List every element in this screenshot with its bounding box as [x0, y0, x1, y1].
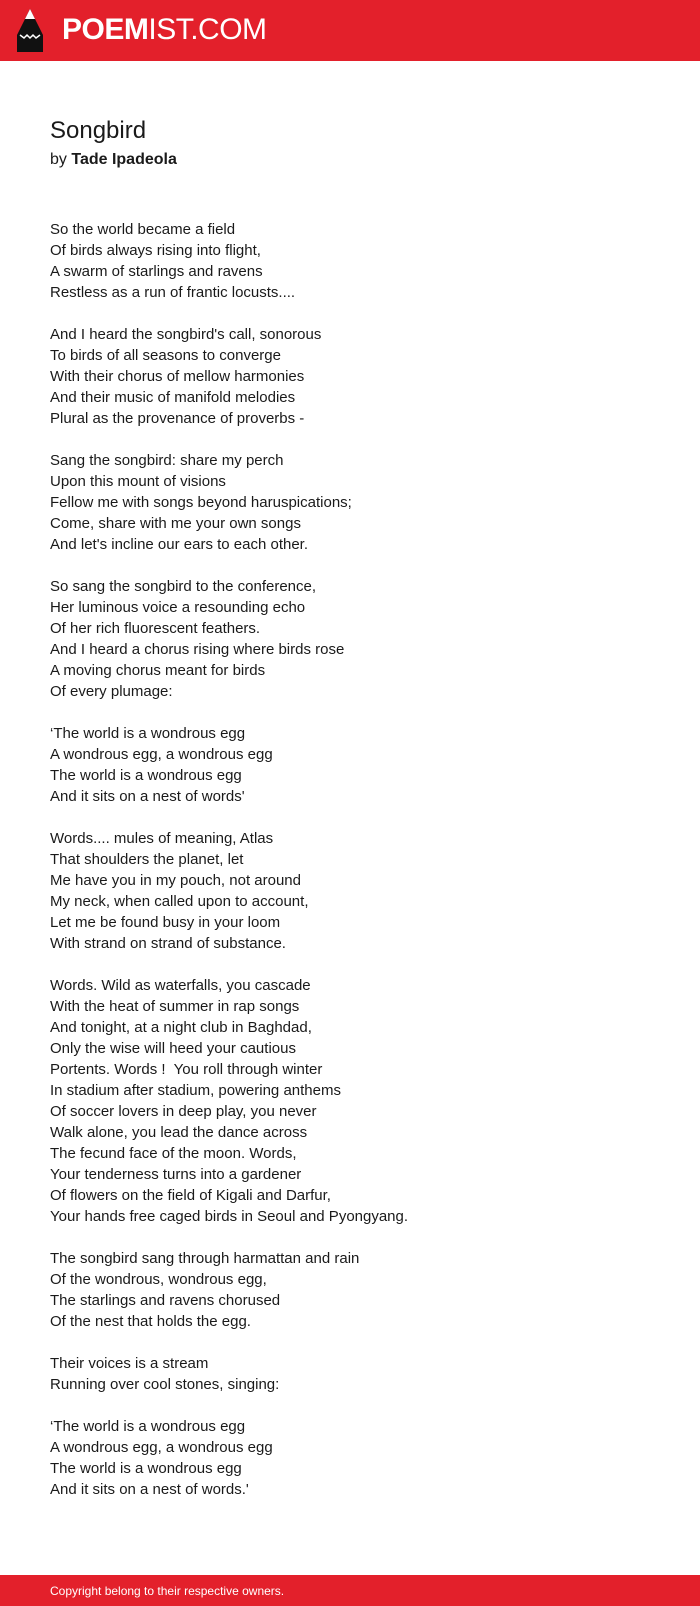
stanza [50, 576, 650, 702]
poem-line: The world is a wondrous egg [50, 767, 242, 784]
poem-line: Fellow me with songs beyond haruspications; [50, 494, 352, 511]
poem-line: Of soccer lovers in deep play, you never [50, 1103, 317, 1120]
site-footer [0, 1575, 700, 1606]
poem-body [50, 219, 650, 1521]
poem-line: And I heard the songbird's call, sonorous [50, 326, 322, 343]
poem-line: A swarm of starlings and ravens [50, 263, 263, 280]
poem-line: To birds of all seasons to converge [50, 347, 281, 364]
poem-line: ‘The world is a wondrous egg [50, 725, 246, 742]
logo-text-bold: POEM [62, 13, 149, 46]
poem-line: Of every plumage: [50, 683, 173, 700]
poem-line: And their music of manifold melodies [50, 389, 296, 406]
poem-line: So the world became a field [50, 221, 236, 238]
poem-line: Your tenderness turns into a gardener [50, 1166, 302, 1183]
poem-line: The world is a wondrous egg [50, 1460, 242, 1477]
site-logo[interactable] [62, 13, 267, 47]
stanza [50, 828, 650, 954]
poem-line: Only the wise will heed your cautious [50, 1040, 296, 1057]
poem-line: And it sits on a nest of words' [50, 788, 245, 805]
poem-line: Plural as the provenance of proverbs - [50, 410, 305, 427]
stanza [50, 975, 650, 1227]
poem-line: In stadium after stadium, powering anthems [50, 1082, 341, 1099]
poem-line: Of the nest that holds the egg. [50, 1313, 251, 1330]
poem-line: Let me be found busy in your loom [50, 914, 281, 931]
stanza [50, 324, 650, 429]
poem-line: The fecund face of the moon. Words, [50, 1145, 297, 1162]
poem-line: Of the wondrous, wondrous egg, [50, 1271, 267, 1288]
poem-line: Her luminous voice a resounding echo [50, 599, 306, 616]
poem-line: A moving chorus meant for birds [50, 662, 266, 679]
poem-line: Words. Wild as waterfalls, you cascade [50, 977, 311, 994]
poem-line: That shoulders the planet, let [50, 851, 244, 868]
poem-line: My neck, when called upon to account, [50, 893, 309, 910]
poem-line: ‘The world is a wondrous egg [50, 1418, 246, 1435]
stanza [50, 219, 650, 303]
poem-line: Walk alone, you lead the dance across [50, 1124, 308, 1141]
poem-line: And tonight, at a night club in Baghdad, [50, 1019, 312, 1036]
poem-line: With the heat of summer in rap songs [50, 998, 300, 1015]
byline [50, 149, 177, 171]
poem-line: Running over cool stones, singing: [50, 1376, 280, 1393]
poem-line: Portents. Words ! You roll through winter [50, 1061, 323, 1078]
poem-line: Upon this mount of visions [50, 473, 226, 490]
poem-title: Songbird [50, 117, 147, 144]
stanza [50, 450, 650, 555]
poem-line: Their voices is a stream [50, 1355, 209, 1372]
poem-line: Of birds always rising into flight, [50, 242, 261, 259]
poem-line: A wondrous egg, a wondrous egg [50, 1439, 273, 1456]
poem-line: The songbird sang through harmattan and rain [50, 1250, 360, 1267]
poem-line: And I heard a chorus rising where birds rose [50, 641, 345, 658]
poem-line: Me have you in my pouch, not around [50, 872, 301, 889]
poem-line: Restless as a run of frantic locusts.... [50, 284, 296, 301]
poem-line: Come, share with me your own songs [50, 515, 301, 532]
poem-line: With their chorus of mellow harmonies [50, 368, 305, 385]
poem-line: Of her rich fluorescent feathers. [50, 620, 261, 637]
stanza [50, 1353, 650, 1395]
poem-line: The starlings and ravens chorused [50, 1292, 281, 1309]
poem-line: With strand on strand of substance. [50, 935, 286, 952]
stanza [50, 1248, 650, 1332]
site-header [0, 0, 700, 61]
poem-line: Your hands free caged birds in Seoul and Pyongyang. [50, 1208, 409, 1225]
stanza [50, 723, 650, 807]
poem-line: Sang the songbird: share my perch [50, 452, 284, 469]
poem-line: And let's incline our ears to each other. [50, 536, 309, 553]
pencil-icon[interactable] [17, 9, 43, 52]
poem-line: And it sits on a nest of words.' [50, 1481, 249, 1498]
stanza [50, 1416, 650, 1500]
copyright-notice: Copyright belong to their respective owners. [50, 1584, 285, 1598]
poem-line: Of flowers on the field of Kigali and Darfur, [50, 1187, 331, 1204]
poem-line: Words.... mules of meaning, Atlas [50, 830, 274, 847]
by-label: by [50, 151, 67, 168]
logo-text-light: IST.COM [148, 13, 267, 46]
poem-line: A wondrous egg, a wondrous egg [50, 746, 273, 763]
poem-line: So sang the songbird to the conference, [50, 578, 317, 595]
author-name[interactable]: Tade Ipadeola [71, 151, 177, 168]
